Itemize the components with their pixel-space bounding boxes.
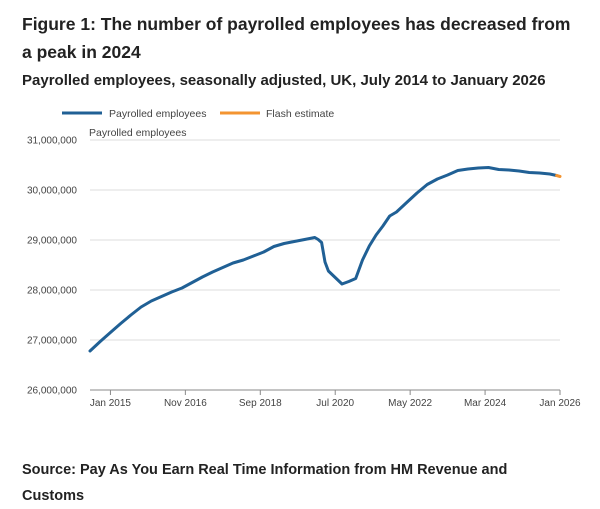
y-tick-label: 31,000,000 <box>26 135 77 147</box>
series-group <box>90 168 560 352</box>
source-note: Source: Pay As You Earn Real Time Information from HM Revenue and Customs <box>22 462 508 504</box>
y-tick-label: 29,000,000 <box>26 235 77 247</box>
x-tick-label: Jul 2020 <box>316 398 355 409</box>
y-axis <box>27 136 77 397</box>
y-tick-label: 27,000,000 <box>26 335 77 347</box>
series-line-payrolled <box>90 168 557 352</box>
x-tick-label: Nov 2016 <box>163 398 207 409</box>
y-tick-label: 26,000,000 <box>26 385 77 397</box>
x-tick-label: Jan 2015 <box>89 398 132 409</box>
x-tick-label: Sep 2018 <box>238 398 282 409</box>
series-line-flash <box>557 176 560 177</box>
x-tick-label: Mar 2024 <box>463 398 507 409</box>
y-axis-title: Payrolled employees <box>89 127 187 139</box>
legend <box>62 108 334 120</box>
legend-label-payrolled: Payrolled employees <box>109 108 207 120</box>
legend-label-flash: Flash estimate <box>266 108 335 120</box>
y-tick-label: 28,000,000 <box>26 285 77 297</box>
chart-title: Figure 1: The number of payrolled employees has decreased from a peak in 2024 <box>22 14 571 62</box>
x-tick-label: Jan 2026 <box>539 398 581 409</box>
x-tick-label: May 2022 <box>388 398 433 409</box>
y-tick-label: 30,000,000 <box>26 185 77 197</box>
chart-subtitle: Payrolled employees, seasonally adjusted, UK, July 2014 to January 2026 <box>22 72 546 89</box>
x-axis <box>90 390 581 409</box>
